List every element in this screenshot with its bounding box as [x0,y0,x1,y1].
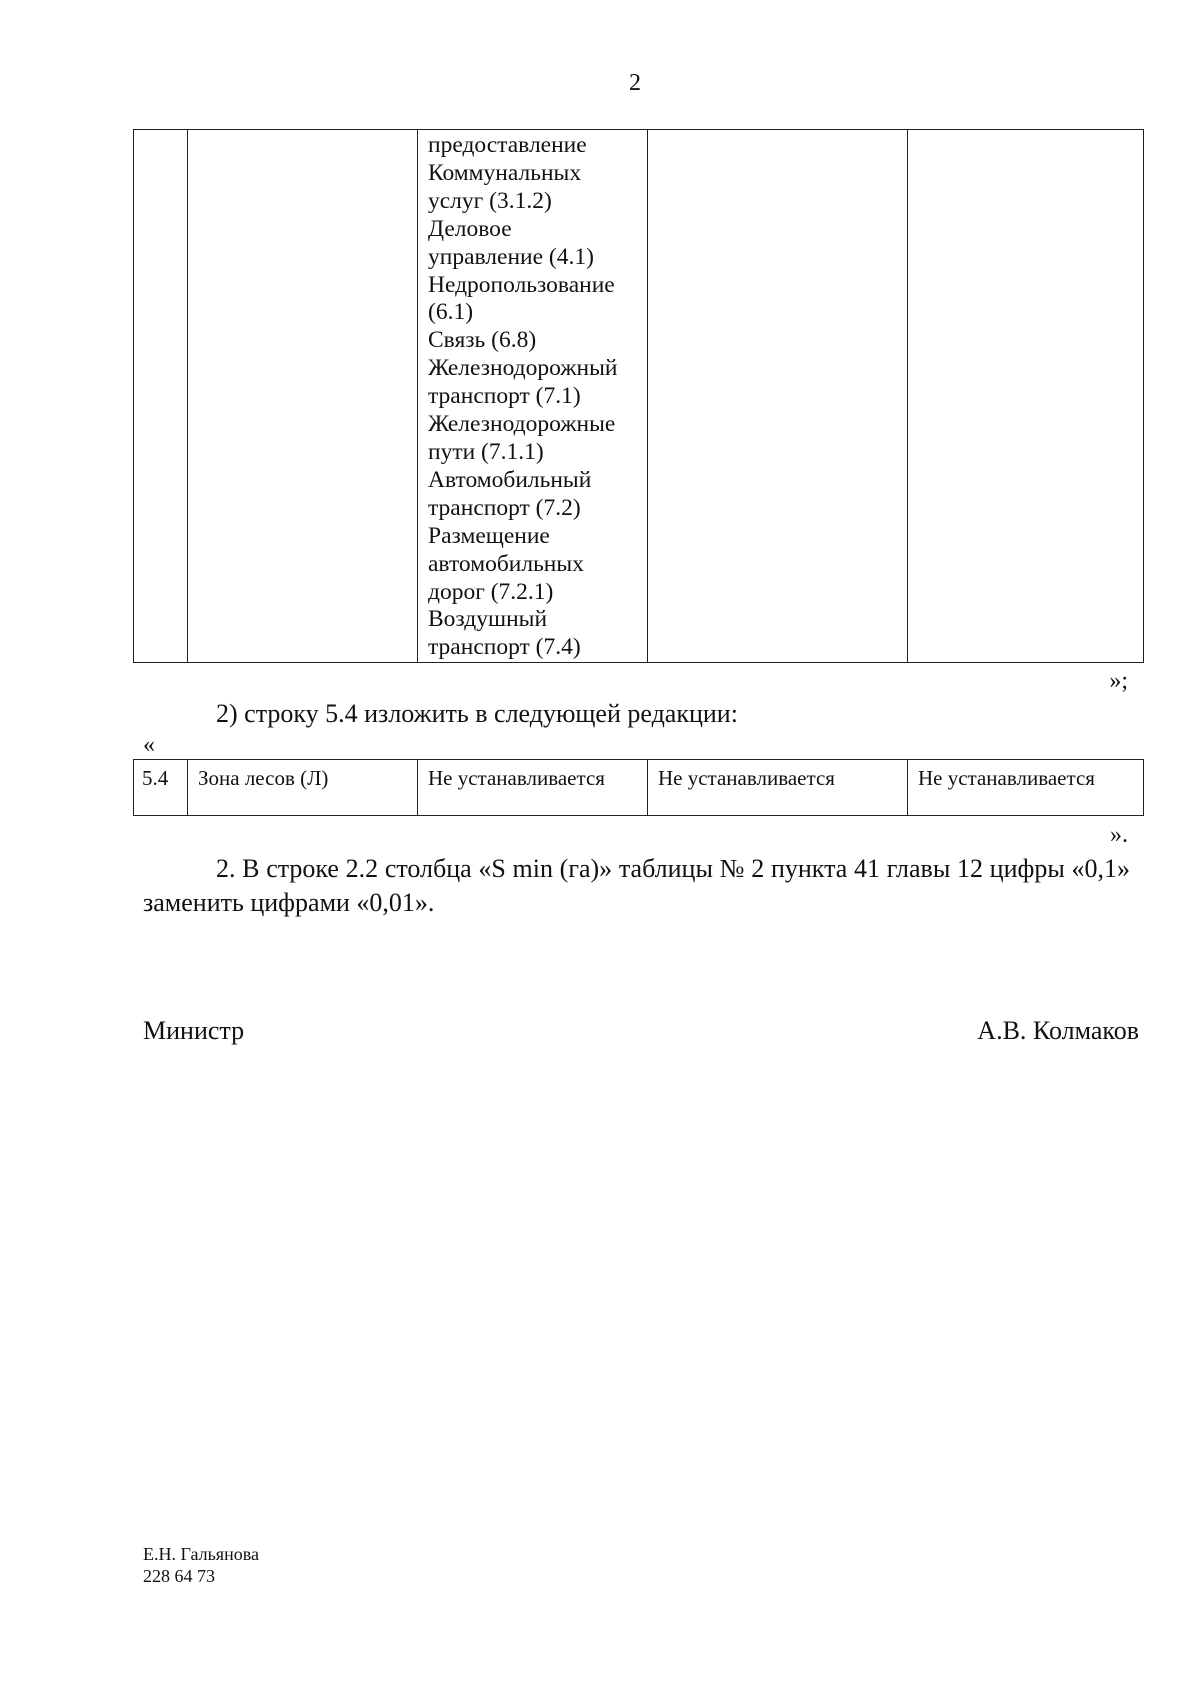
list-item: Размещение [428,522,550,549]
opening-quote: « [143,732,155,758]
list-item: Недропользование [428,271,615,298]
table-cell-zone: Зона лесов (Л) [188,760,418,816]
list-item: услуг (3.1.2) [428,187,552,214]
list-item: Железнодорожный [428,355,618,382]
table-cell-number: 5.4 [134,760,188,816]
list-item: Автомобильный [428,466,592,493]
list-item: Связь (6.8) [428,327,537,354]
executor-phone: 228 64 73 [143,1566,215,1586]
list-item: дорог (7.2.1) [428,578,554,605]
closing-quote: ». [1110,822,1128,848]
table-cell-value: Не устанавливается [648,760,908,816]
list-item: автомобильных [428,550,584,577]
table-row [134,760,1144,816]
executor-name: Е.Н. Гальянова [143,1544,259,1564]
page-number: 2 [629,70,641,96]
table-cell-value: Не устанавливается [418,760,648,816]
table-cell-land-use-list [418,130,648,663]
list-item: транспорт (7.1) [428,383,581,410]
table-cell-zone [188,130,418,663]
table-cell-number [134,130,188,663]
list-item: Железнодорожные [428,411,616,438]
list-item: предоставление [428,132,587,158]
list-item: (6.1) [428,299,474,326]
signature-name: А.В. Колмаков [977,1016,1139,1045]
table-row [134,130,1144,663]
item-2-text: 2) строку 5.4 изложить в следующей редакции: [216,699,738,728]
signature-title: Министр [143,1016,245,1045]
table-cell-empty [648,130,908,663]
list-item: транспорт (7.4) [428,634,581,661]
list-item: управление (4.1) [428,243,594,270]
table-cell-value: Не устанавливается [908,760,1144,816]
list-item: Деловое [428,215,512,242]
table-continuation [133,129,1144,663]
closing-quote: »; [1109,668,1128,694]
list-item: Коммунальных [428,159,582,186]
paragraph-2: 2. В строке 2.2 столбца «S min (га)» таблицы № 2 пункта 41 главы 12 цифры «0,1» заменить цифрами «0,01». [143,854,1130,917]
list-item: пути (7.1.1) [428,438,544,465]
table-cell-empty [908,130,1144,663]
list-item: Воздушный [428,606,548,633]
list-item: транспорт (7.2) [428,494,581,521]
table-row-5-4 [133,759,1144,816]
